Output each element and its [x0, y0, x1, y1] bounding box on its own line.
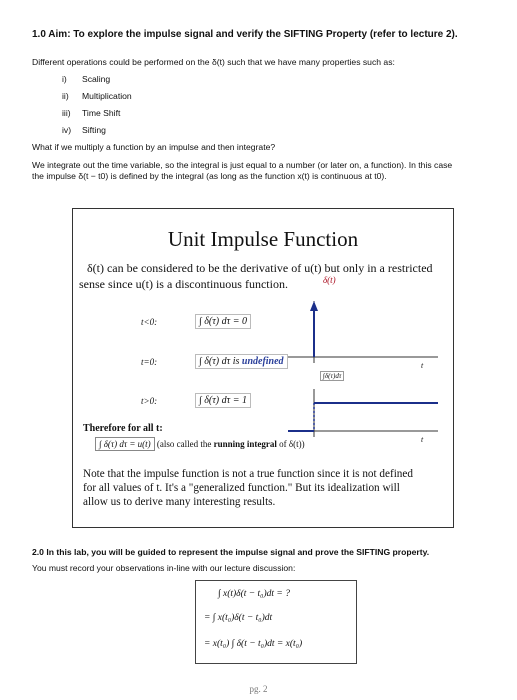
therefore-text: Therefore for all t:: [83, 423, 163, 434]
slide-text-line2: sense since u(t) is a discontinuous function.: [79, 277, 288, 291]
sifting-formula-box: [195, 580, 357, 664]
slide-text-line1: δ(t) can be considered to be the derivative of u(t) but only in a restricted: [87, 261, 433, 275]
list-item: iv) Sifting: [62, 125, 106, 135]
formula-line-3: = x(t₀) ∫ δ(t − t₀)dt = x(t₀): [204, 639, 303, 649]
case-expression: ∫ δ(τ) dτ = 0: [195, 314, 251, 329]
impulse-step-graph: [278, 271, 448, 441]
axis-label-t: t: [421, 361, 424, 370]
integral-label: ∫δ(τ)dτ: [320, 371, 344, 381]
slide-note: Note that the impulse function is not a true function since it is not defined for all values of t. It's a "generalized function." But its idealization will allow us to derive many interesting results.: [83, 468, 413, 508]
case-condition: t>0:: [141, 396, 158, 406]
question-text: What if we multiply a function by an impulse and then integrate?: [32, 142, 276, 152]
property-list: [62, 74, 132, 142]
page-number: pg. 2: [249, 684, 268, 694]
formula-line-1: ∫ x(t)δ(t − t₀)dt = ?: [218, 589, 290, 599]
case-condition: t=0:: [141, 357, 158, 367]
slide-title: Unit Impulse Function: [167, 227, 359, 251]
section1-heading: 1.0 Aim: To explore the impulse signal and verify the SIFTING Property (refer to lecture 2).: [32, 29, 458, 40]
delta-label: δ(t): [323, 275, 336, 285]
section1-intro: Different operations could be performed on the δ(t) such that we have many properties such as:: [32, 57, 395, 67]
lecture-slide: [72, 208, 454, 528]
case-condition: t<0:: [141, 317, 158, 327]
running-integral-line: ∫ δ(τ) dτ = u(t) (also called the running integral of δ(t)): [95, 439, 305, 449]
list-item: ii) Multiplication: [62, 91, 132, 101]
answer-line-1: We integrate out the time variable, so the integral is just equal to a number (or later on, a function). In this case: [32, 160, 453, 170]
section2-heading: 2.0 In this lab, you will be guided to represent the impulse signal and prove the SIFTING property.: [32, 547, 430, 557]
formula-line-2: = ∫ x(t₀)δ(t − t₀)dt: [204, 613, 273, 623]
case-expression: ∫ δ(τ) dτ is undefined: [195, 354, 288, 369]
list-item: i) Scaling: [62, 74, 111, 84]
section2-subtext: You must record your observations in-line with our lecture discussion:: [32, 563, 296, 573]
axis-label-t: t: [421, 435, 424, 444]
case-expression: ∫ δ(τ) dτ = 1: [195, 393, 251, 408]
answer-line-2: the impulse δ(t − t0) is defined by the integral (as long as the function x(t) is continuous at t0).: [32, 171, 387, 181]
list-item: iii) Time Shift: [62, 108, 121, 118]
